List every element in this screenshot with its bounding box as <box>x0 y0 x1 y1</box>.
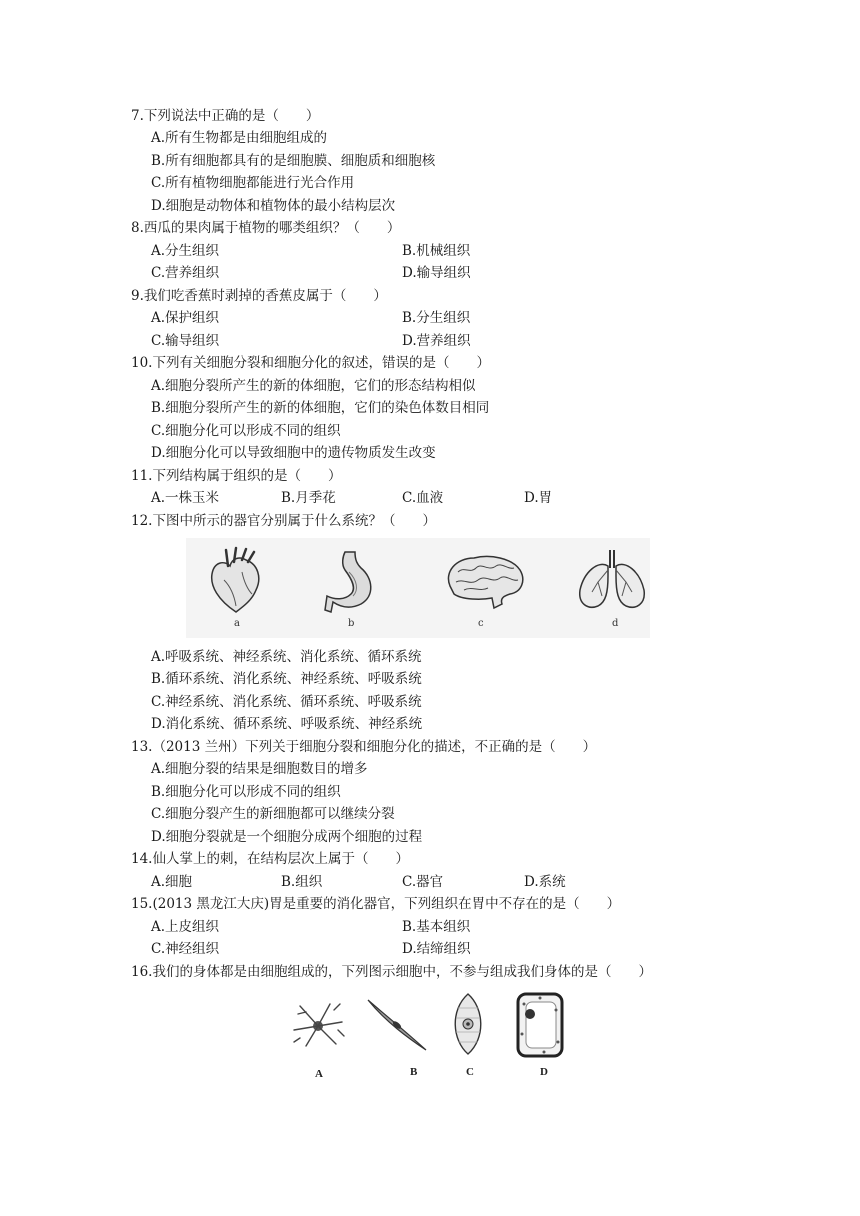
question-13-option-b: B.细胞分化可以形成不同的组织 <box>151 784 341 800</box>
question-8-stem: 8.西瓜的果肉属于植物的哪类组织？（ ） <box>131 220 401 236</box>
stomach-icon <box>321 548 381 616</box>
question-8-option-b: B.机械组织 <box>402 243 471 259</box>
plant-cell-icon <box>514 990 566 1060</box>
question-8-option-a: A.分生组织 <box>151 243 220 259</box>
cell-label-c: C <box>466 1066 474 1078</box>
organ-label-c: c <box>478 618 484 629</box>
question-7-option-d: D.细胞是动物体和植物体的最小结构层次 <box>151 198 396 214</box>
question-11-option-d: D.胃 <box>524 490 553 506</box>
question-10-option-c: C.细胞分化可以形成不同的组织 <box>151 423 341 439</box>
brain-icon <box>442 552 526 612</box>
organ-label-d: d <box>612 618 619 629</box>
heart-icon <box>206 546 266 616</box>
cell-label-b: B <box>410 1066 418 1078</box>
question-15-option-c: C.神经组织 <box>151 941 220 957</box>
question-12-option-d: D.消化系统、循环系统、呼吸系统、神经系统 <box>151 716 423 732</box>
cell-label-d: D <box>540 1066 548 1078</box>
question-13-option-c: C.细胞分裂产生的新细胞都可以继续分裂 <box>151 806 395 822</box>
organ-label-b: b <box>348 618 355 629</box>
question-7-option-c: C.所有植物细胞都能进行光合作用 <box>151 175 355 191</box>
question-14-option-b: B.组织 <box>281 874 323 890</box>
question-14-option-c: C.器官 <box>402 874 444 890</box>
question-15-option-a: A.上皮组织 <box>151 919 220 935</box>
question-14-option-d: D.系统 <box>524 874 566 890</box>
question-12-option-a: A.呼吸系统、神经系统、消化系统、循环系统 <box>151 649 422 665</box>
question-10-option-d: D.细胞分化可以导致细胞中的遗传物质发生改变 <box>151 445 436 461</box>
question-12-option-c: C.神经系统、消化系统、循环系统、呼吸系统 <box>151 694 422 710</box>
muscle-cell-icon <box>364 996 430 1054</box>
cells-figure <box>286 990 586 1090</box>
question-15-stem: 15.(2013 黑龙江大庆)胃是重要的消化器官，下列组织在胃中不存在的是（ ） <box>131 896 621 912</box>
question-7-option-b: B.所有细胞都具有的是细胞膜、细胞质和细胞核 <box>151 153 436 169</box>
question-9-option-b: B.分生组织 <box>402 310 471 326</box>
question-9-option-d: D.营养组织 <box>402 333 471 349</box>
organs-figure <box>186 538 650 638</box>
question-12-option-b: B.循环系统、消化系统、神经系统、呼吸系统 <box>151 671 422 687</box>
question-11-option-a: A.一株玉米 <box>151 490 220 506</box>
question-11-stem: 11.下列结构属于组织的是（ ） <box>131 468 342 484</box>
question-9-option-a: A.保护组织 <box>151 310 220 326</box>
question-9-option-c: C.输导组织 <box>151 333 220 349</box>
question-15-option-b: B.基本组织 <box>402 919 471 935</box>
question-11-option-b: B.月季花 <box>281 490 336 506</box>
question-7-stem: 7.下列说法中正确的是（ ） <box>131 108 320 124</box>
question-16-stem: 16.我们的身体都是由细胞组成的，下列图示细胞中，不参与组成我们身体的是（ ） <box>131 964 652 980</box>
organ-label-a: a <box>234 618 240 629</box>
question-7-option-a: A.所有生物都是由细胞组成的 <box>151 130 328 146</box>
question-8-option-c: C.营养组织 <box>151 265 220 281</box>
question-15-option-d: D.结缔组织 <box>402 941 471 957</box>
question-13-option-a: A.细胞分裂的结果是细胞数目的增多 <box>151 761 368 777</box>
question-12-stem: 12.下图中所示的器官分别属于什么系统？（ ） <box>131 513 436 529</box>
question-9-stem: 9.我们吃香蕉时剥掉的香蕉皮属于（ ） <box>131 288 387 304</box>
question-13-stem: 13.（2013 兰州）下列关于细胞分裂和细胞分化的描述，不正确的是（ ） <box>131 739 597 755</box>
lungs-icon <box>574 546 650 616</box>
cell-label-a: A <box>315 1068 323 1080</box>
neuron-icon <box>290 1000 346 1050</box>
question-8-option-d: D.输导组织 <box>402 265 471 281</box>
question-10-stem: 10.下列有关细胞分裂和细胞分化的叙述，错误的是（ ） <box>131 355 490 371</box>
epithelial-cell-icon <box>448 992 488 1056</box>
question-14-option-a: A.细胞 <box>151 874 193 890</box>
question-11-option-c: C.血液 <box>402 490 444 506</box>
question-14-stem: 14.仙人掌上的刺，在结构层次上属于（ ） <box>131 851 409 867</box>
question-10-option-a: A.细胞分裂所产生的新的体细胞，它们的形态结构相似 <box>151 378 476 394</box>
question-10-option-b: B.细胞分裂所产生的新的体细胞，它们的染色体数目相同 <box>151 400 490 416</box>
question-13-option-d: D.细胞分裂就是一个细胞分成两个细胞的过程 <box>151 829 423 845</box>
